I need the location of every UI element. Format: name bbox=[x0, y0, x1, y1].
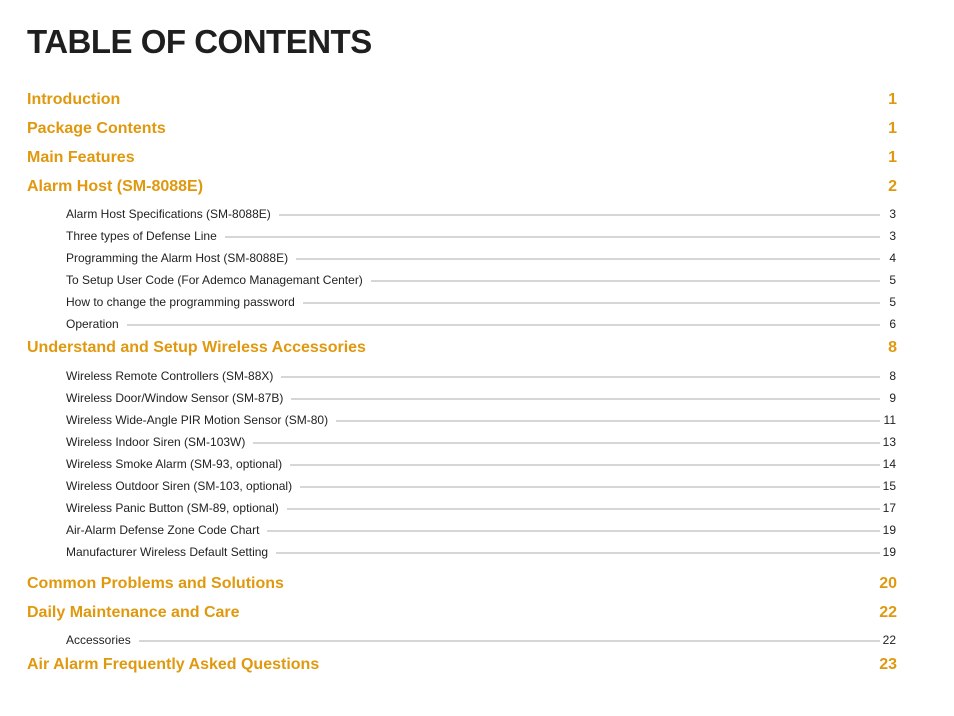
toc-entry-title: Wireless Remote Controllers (SM-88X) bbox=[66, 369, 281, 383]
toc-entry-page-number: 1 bbox=[888, 120, 897, 137]
toc-entry-page-number: 2 bbox=[888, 178, 897, 195]
toc-entry-title: Manufacturer Wireless Default Setting bbox=[66, 545, 276, 559]
toc-subsection-entry[interactable] bbox=[0, 500, 954, 516]
toc-subsection-entry[interactable] bbox=[0, 544, 954, 560]
leader-line bbox=[66, 640, 880, 642]
toc-entry-title: Wireless Indoor Siren (SM-103W) bbox=[66, 435, 253, 449]
toc-section-entry[interactable] bbox=[0, 602, 954, 624]
toc-entry-title: Air Alarm Frequently Asked Questions bbox=[27, 656, 320, 673]
toc-subsection-entry[interactable] bbox=[0, 272, 954, 288]
toc-entry-title: Three types of Defense Line bbox=[66, 229, 225, 243]
toc-entry-page-number: 22 bbox=[879, 604, 897, 621]
toc-subsection-entry[interactable] bbox=[0, 412, 954, 428]
toc-section-entry[interactable] bbox=[0, 147, 954, 169]
toc-entry-page-number: 14 bbox=[882, 457, 896, 471]
toc-entry-title: Operation bbox=[66, 317, 127, 331]
toc-entry-page-number: 20 bbox=[879, 575, 897, 592]
toc-entry-title: Common Problems and Solutions bbox=[27, 575, 284, 592]
toc-subsection-entry[interactable] bbox=[0, 632, 954, 648]
leader-line bbox=[66, 324, 880, 326]
toc-entry-title: Alarm Host (SM-8088E) bbox=[27, 178, 204, 195]
toc-entry-title: Air-Alarm Defense Zone Code Chart bbox=[66, 523, 267, 537]
toc-entry-page-number: 1 bbox=[888, 91, 897, 108]
toc-entry-page-number: 5 bbox=[889, 273, 896, 287]
toc-entry-title: Wireless Door/Window Sensor (SM-87B) bbox=[66, 391, 291, 405]
toc-entry-title: How to change the programming password bbox=[66, 295, 303, 309]
toc-entry-title: Understand and Setup Wireless Accessories bbox=[27, 339, 366, 356]
toc-subsection-entry[interactable] bbox=[0, 456, 954, 472]
toc-entry-title: Wireless Smoke Alarm (SM-93, optional) bbox=[66, 457, 290, 471]
toc-entry-page-number: 11 bbox=[883, 413, 896, 427]
toc-entry-title: Wireless Panic Button (SM-89, optional) bbox=[66, 501, 287, 515]
toc-entry-title: Wireless Wide-Angle PIR Motion Sensor (SM-80) bbox=[66, 413, 336, 427]
toc-entry-title: Daily Maintenance and Care bbox=[27, 604, 240, 621]
page-title: TABLE OF CONTENTS bbox=[27, 23, 372, 60]
toc-subsection-entry[interactable] bbox=[0, 250, 954, 266]
toc-entry-page-number: 8 bbox=[888, 339, 897, 356]
toc-entry-page-number: 1 bbox=[888, 149, 897, 166]
toc-entry-title: Main Features bbox=[27, 149, 135, 166]
toc-subsection-entry[interactable] bbox=[0, 478, 954, 494]
toc-entry-page-number: 17 bbox=[882, 501, 896, 515]
toc-subsection-entry[interactable] bbox=[0, 228, 954, 244]
toc-section-entry[interactable] bbox=[0, 176, 954, 198]
toc-entry-page-number: 9 bbox=[889, 391, 896, 405]
toc-entry-page-number: 5 bbox=[889, 295, 896, 309]
toc-subsection-entry[interactable] bbox=[0, 434, 954, 450]
toc-entry-title: Package Contents bbox=[27, 120, 166, 137]
toc-section-entry[interactable] bbox=[0, 89, 954, 111]
toc-entry-title: Wireless Outdoor Siren (SM-103, optional) bbox=[66, 479, 300, 493]
toc-entry-page-number: 4 bbox=[889, 251, 896, 265]
toc-entry-page-number: 22 bbox=[882, 633, 896, 647]
toc-section-entry[interactable] bbox=[0, 118, 954, 140]
toc-entry-page-number: 8 bbox=[889, 369, 896, 383]
toc-entry-page-number: 15 bbox=[882, 479, 896, 493]
toc-entry-page-number: 13 bbox=[882, 435, 896, 449]
toc-section-entry[interactable] bbox=[0, 337, 954, 359]
toc-section-entry[interactable] bbox=[0, 573, 954, 595]
toc-entry-page-number: 6 bbox=[889, 317, 896, 331]
toc-subsection-entry[interactable] bbox=[0, 390, 954, 406]
toc-subsection-entry[interactable] bbox=[0, 368, 954, 384]
toc-entry-title: To Setup User Code (For Ademco Managemant Center) bbox=[66, 273, 371, 287]
toc-entry-title: Introduction bbox=[27, 91, 121, 108]
toc-subsection-entry[interactable] bbox=[0, 522, 954, 538]
toc-entry-page-number: 3 bbox=[889, 207, 896, 221]
toc-entry-page-number: 23 bbox=[879, 656, 897, 673]
toc-entry-title: Accessories bbox=[66, 633, 139, 647]
toc-entry-page-number: 19 bbox=[882, 523, 896, 537]
toc-entry-title: Programming the Alarm Host (SM-8088E) bbox=[66, 251, 296, 265]
toc-subsection-entry[interactable] bbox=[0, 316, 954, 332]
toc-entry-page-number: 3 bbox=[889, 229, 896, 243]
toc-section-entry[interactable] bbox=[0, 654, 954, 676]
toc-entry-title: Alarm Host Specifications (SM-8088E) bbox=[66, 207, 279, 221]
toc-subsection-entry[interactable] bbox=[0, 206, 954, 222]
toc-entry-page-number: 19 bbox=[882, 545, 896, 559]
toc-subsection-entry[interactable] bbox=[0, 294, 954, 310]
